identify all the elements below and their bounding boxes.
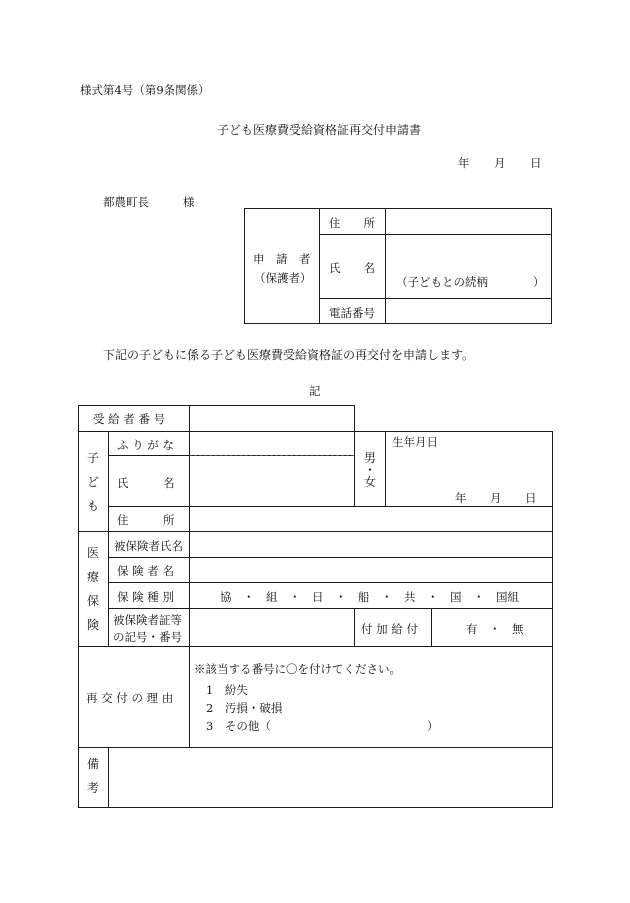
insured-name-label: 被保険者氏名 (114, 539, 183, 553)
reason-3-close: ） (427, 719, 439, 733)
applicant-phone-label: 電話番号 (329, 306, 375, 320)
date-day: 日 (530, 156, 542, 170)
insurance-label-1: 医 (86, 546, 99, 560)
card-number-label-1: 被保険者証等 (113, 613, 182, 627)
intro-text: 下記の子どもに係る子ども医療費受給資格証の再交付を申請します。 (103, 348, 475, 362)
reason-3: 3 その他（ (206, 719, 271, 733)
sex-female: 女 (363, 475, 376, 489)
applicant-name-label: 氏 名 (329, 261, 375, 275)
sex-dot: ・ (363, 463, 376, 477)
applicant-address-label: 住 所 (329, 216, 375, 230)
relation-note: （子どもとの続柄 (396, 275, 488, 289)
addressee-name: 都農町長 (103, 195, 149, 209)
applicant-guardian-label: （保護者） (254, 271, 312, 285)
document-title: 子ども医療費受給資格証再交付申請書 (217, 123, 422, 137)
addressee-honorific: 様 (183, 195, 195, 209)
insurance-type-label: 保 険 種 別 (117, 590, 174, 604)
birth-label: 生年月日 (392, 435, 438, 449)
additional-benefit-value: 有 ・ 無 (466, 622, 524, 636)
card-number-label-2: の記号・番号 (113, 630, 182, 644)
date-month: 月 (494, 156, 506, 170)
recipient-number-label: 受 給 者 番 号 (93, 412, 166, 426)
child-label-3: も (86, 499, 99, 513)
remarks-label-1: 備 (86, 757, 99, 771)
form-number: 様式第4号（第9条関係） (80, 83, 210, 97)
birth-month: 月 (490, 491, 502, 505)
additional-benefit-label: 付 加 給 付 (361, 622, 418, 636)
insurance-label-2: 療 (86, 570, 99, 584)
insurance-label-3: 保 (86, 594, 99, 608)
reason-note: ※該当する番号に〇を付けてください。 (194, 662, 401, 676)
insurer-name-label: 保 険 者 名 (117, 564, 174, 578)
birth-year: 年 (455, 491, 467, 505)
furigana-label: ふ り が な (117, 438, 174, 452)
ki-mark: 記 (309, 384, 321, 398)
reason-2: 2 汚損・破損 (206, 701, 283, 715)
date-year: 年 (458, 156, 470, 170)
remarks-label-2: 考 (86, 781, 99, 795)
birth-day: 日 (525, 491, 537, 505)
insurance-types: 協 ・ 組 ・ 日 ・ 船 ・ 共 ・ 国 ・ 国組 (220, 590, 519, 604)
reason-1: 1 紛失 (206, 683, 248, 697)
reason-label: 再 交 付 の 理 由 (86, 691, 174, 705)
child-label-2: ど (86, 475, 99, 489)
insurance-label-4: 険 (86, 618, 99, 632)
relation-close: ） (533, 275, 545, 289)
child-address-label: 住 所 (117, 513, 175, 527)
sex-male: 男 (363, 451, 376, 465)
child-label-1: 子 (86, 451, 99, 465)
child-name-label: 氏 名 (117, 476, 175, 490)
applicant-label: 申 請 者 (253, 252, 311, 266)
